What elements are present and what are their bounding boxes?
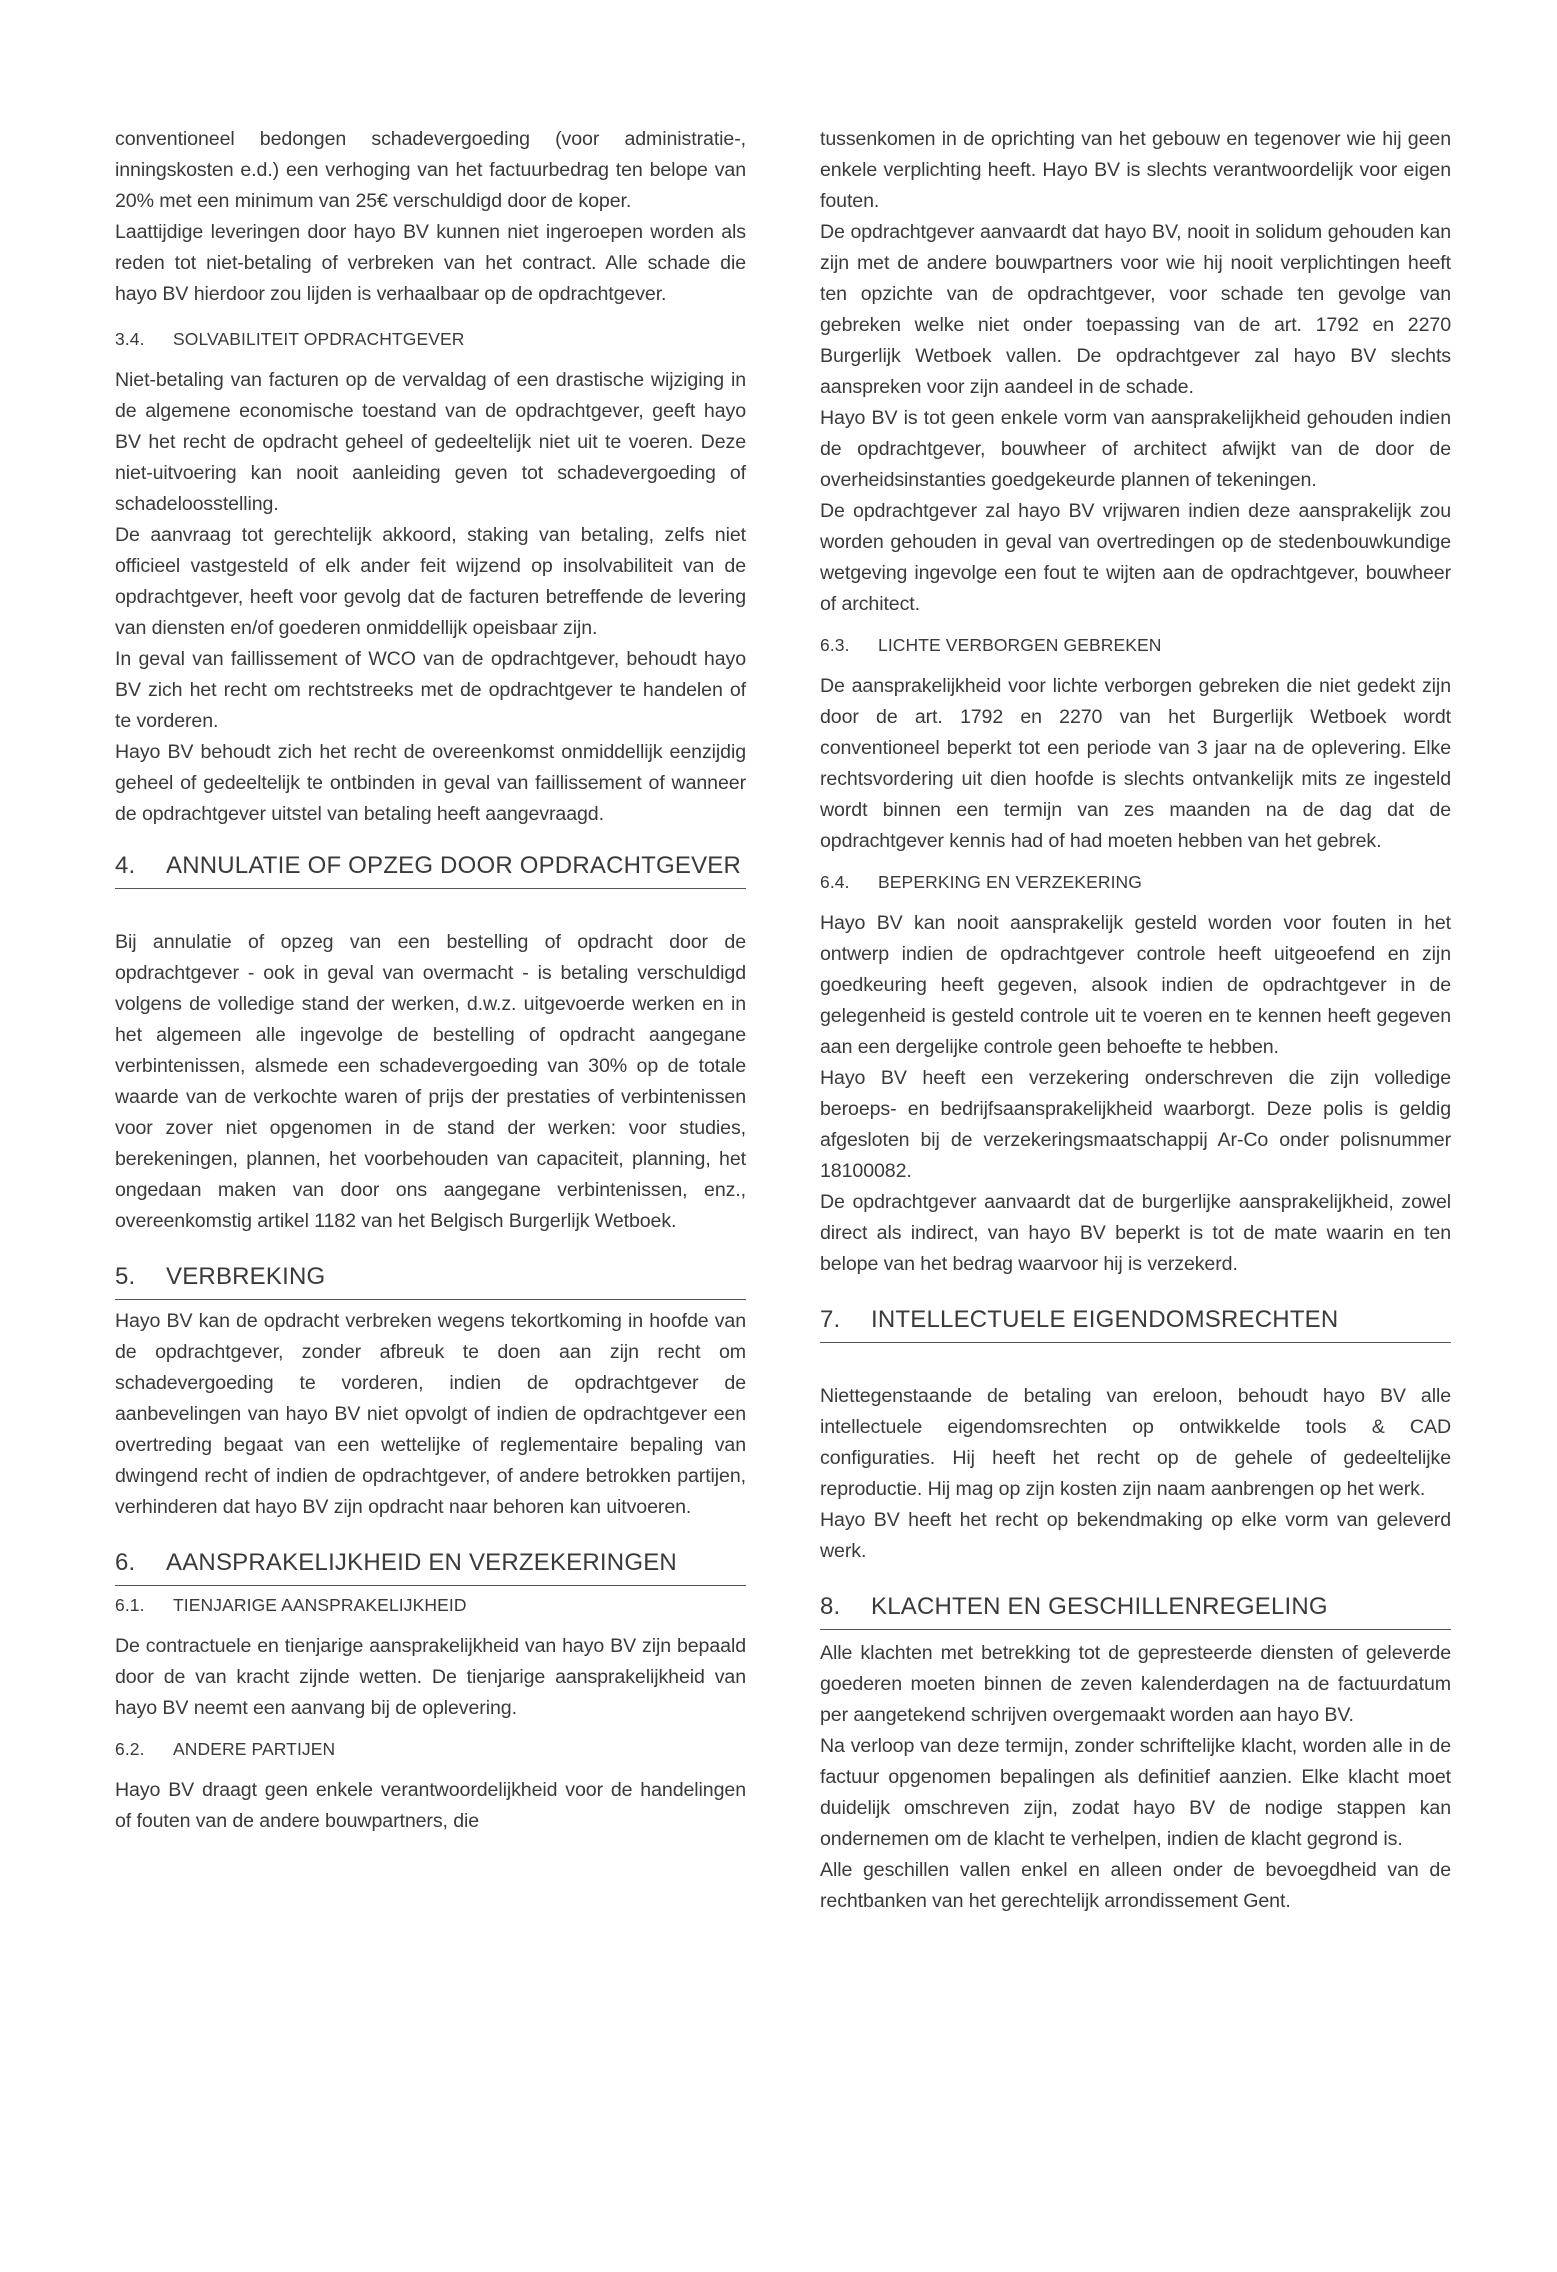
subsection-heading-6-1 [115,1590,746,1621]
subsection-number: 6.1. [115,1595,145,1615]
section-number: 8. [820,1593,841,1620]
paragraph: De aanvraag tot gerechtelijk akkoord, staking van betaling, zelfs niet officieel vastgesteld of elk ander feit wijzend op insolvabiliteit van de opdrachtgever, heeft voor gevolg dat de facturen betreffende de levering van diensten en/of goederen onmiddellijk opeisbaar zijn. [115,524,746,639]
section-title: INTELLECTUELE EIGENDOMSRECHTEN [871,1306,1339,1333]
section-title: AANSPRAKELIJKHEID EN VERZEKERINGEN [166,1549,677,1576]
paragraph: De opdrachtgever aanvaardt dat de burgerlijke aansprakelijkheid, zowel direct als indirect, van hayo BV beperkt is tot de mate waarin en ten belope van het bedrag waarvoor hij is verzekerd. [820,1191,1451,1275]
paragraph: Hayo BV is tot geen enkele vorm van aansprakelijkheid gehouden indien de opdrachtgever, bouwheer of architect afwijkt van de door de overheidsinstanties goedgekeurde plannen of tekeningen. [820,407,1451,491]
paragraph: De aansprakelijkheid voor lichte verborgen gebreken die niet gedekt zijn door de art. 1792 en 2270 van het Burgerlijk Wetboek wordt conventioneel beperkt tot een periode van 3 jaar na de oplevering. Elke rechtsvordering uit dien hoofde is slechts ontvankelijk mits ze ingesteld wordt binnen een termijn van zes maanden na de dag dat de opdrachtgever kennis had of had moeten hebben van het gebrek. [820,675,1451,852]
paragraph: Hayo BV kan de opdracht verbreken wegens tekortkoming in hoofde van de opdrachtgever, zonder afbreuk te doen aan zijn recht om schadevergoeding te vorderen, indien de opdrachtgever de aanbevelingen van hayo BV niet opvolgt of indien de opdrachtgever een overtreding begaat van een wettelijke of reglementaire bepaling van dwingend recht of indien de opdrachtgever, of andere betrokken partijen, verhinderen dat hayo BV zijn opdracht naar behoren kan uitvoeren. [115,1310,746,1518]
section-title: ANNULATIE OF OPZEG DOOR OPDRACHTGEVER [166,852,742,879]
paragraph: De opdrachtgever zal hayo BV vrijwaren indien deze aansprakelijk zou worden gehouden in geval van overtredingen op de stedenbouwkundige wetgeving ingevolge een fout te wijten aan de opdrachtgever, bouwheer of architect. [820,500,1451,615]
subsection-title: BEPERKING EN VERZEKERING [878,872,1142,892]
subsection-heading-6-2 [115,1734,746,1765]
left-column [115,124,746,1837]
paragraph: Alle klachten met betrekking tot de gepresteerde diensten of geleverde goederen moeten binnen de zeven kalenderdagen na de factuurdatum per aangetekend schrijven overgemaakt worden aan hayo BV. [820,1642,1451,1726]
subsection-title: SOLVABILITEIT OPDRACHTGEVER [173,329,465,349]
subsection-heading-6-3 [820,630,1451,661]
section-heading-5 [115,1261,746,1300]
paragraph: tussenkomen in de oprichting van het gebouw en tegenover wie hij geen enkele verplichting heeft. Hayo BV is slechts verantwoordelijk voor eigen fouten. [820,128,1451,212]
section-heading-7 [820,1304,1451,1343]
section-title: KLACHTEN EN GESCHILLENREGELING [871,1593,1328,1620]
paragraph: Hayo BV draagt geen enkele verantwoordelijkheid voor de handelingen of fouten van de andere bouwpartners, die [115,1779,746,1832]
paragraph: Na verloop van deze termijn, zonder schriftelijke klacht, worden alle in de factuur opgenomen bepalingen als definitief aanzien. Elke klacht moet duidelijk omschreven zijn, zodat hayo BV de nodige stappen kan ondernemen om de klacht te verhelpen, indien de klacht gegrond is. [820,1735,1451,1850]
subsection-title: LICHTE VERBORGEN GEBREKEN [878,635,1162,655]
paragraph: Hayo BV kan nooit aansprakelijk gesteld worden voor fouten in het ontwerp indien de opdrachtgever controle heeft uitgeoefend en zijn goedkeuring heeft gegeven, alsook indien de opdrachtgever in de gelegenheid is gesteld controle uit te voeren en te kennen heeft gegeven aan een dergelijke controle geen behoefte te hebben. [820,912,1451,1058]
paragraph: De opdrachtgever aanvaardt dat hayo BV, nooit in solidum gehouden kan zijn met de andere bouwpartners voor wie hij nooit verplichtingen heeft ten opzichte van de opdrachtgever, voor schade ten gevolge van gebreken welke niet onder toepassing van de art. 1792 en 2270 Burgerlijk Wetboek vallen. De opdrachtgever zal hayo BV slechts aanspreken voor zijn aandeel in de schade. [820,221,1451,398]
paragraph: In geval van faillissement of WCO van de opdrachtgever, behoudt hayo BV zich het recht om rechtstreeks met de opdrachtgever te handelen of te vorderen. [115,648,746,732]
subsection-title: TIENJARIGE AANSPRAKELIJKHEID [173,1595,467,1615]
section-number: 5. [115,1263,136,1290]
paragraph: Niet-betaling van facturen op de vervaldag of een drastische wijziging in de algemene economische toestand van de opdrachtgever, geeft hayo BV het recht de opdracht geheel of gedeeltelijk niet uit te voeren. Deze niet-uitvoering kan nooit aanleiding geven tot schadevergoeding of schadeloosstelling. [115,369,746,515]
paragraph: De contractuele en tienjarige aansprakelijkheid van hayo BV zijn bepaald door de van kracht zijnde wetten. De tienjarige aansprakelijkheid van hayo BV neemt een aanvang bij de oplevering. [115,1635,746,1719]
section-title: VERBREKING [166,1263,326,1290]
paragraph: Hayo BV heeft een verzekering onderschreven die zijn volledige beroeps- en bedrijfsaansprakelijkheid waarborgt. Deze polis is geldig afgesloten bij de verzekeringsmaatschappij Ar-Co onder polisnummer 18100082. [820,1067,1451,1182]
paragraph: conventioneel bedongen schadevergoeding (voor administratie-, inningskosten e.d.) een verhoging van het factuurbedrag ten belope van 20% met een minimum van 25€ verschuldigd door de koper. [115,128,746,212]
subsection-number: 6.3. [820,635,850,655]
paragraph: Alle geschillen vallen enkel en alleen onder de bevoegdheid van de rechtbanken van het gerechtelijk arrondissement Gent. [820,1859,1451,1912]
section-heading-8 [820,1591,1451,1630]
subsection-title: ANDERE PARTIJEN [173,1739,336,1759]
section-heading-6 [115,1547,746,1586]
paragraph: Laattijdige leveringen door hayo BV kunnen niet ingeroepen worden als reden tot niet-betaling of verbreken van het contract. Alle schade die hayo BV hierdoor zou lijden is verhaalbaar op de opdrachtgever. [115,221,746,305]
section-heading-4 [115,850,746,889]
paragraph: Niettegenstaande de betaling van ereloon, behoudt hayo BV alle intellectuele eigendomsrechten op ontwikkelde tools & CAD configuraties. Hij heeft het recht op de gehele of gedeeltelijke reproductie. Hij mag op zijn kosten zijn naam aanbrengen op het werk. [820,1385,1451,1500]
subsection-number: 3.4. [115,329,145,349]
section-number: 4. [115,852,136,879]
subsection-number: 6.2. [115,1739,145,1759]
section-number: 7. [820,1306,841,1333]
subsection-heading-3-4 [115,324,746,355]
paragraph: Hayo BV behoudt zich het recht de overeenkomst onmiddellijk eenzijdig geheel of gedeeltelijk te ontbinden in geval van faillissement of wanneer de opdrachtgever uitstel van betaling heeft aangevraagd. [115,741,746,825]
subsection-heading-6-4 [820,867,1451,898]
paragraph: Bij annulatie of opzeg van een bestelling of opdracht door de opdrachtgever - ook in geval van overmacht - is betaling verschuldigd volgens de volledige stand der werken, d.w.z. uitgevoerde werken en in het algemeen alle ingevolge de bestelling of opdracht aangegane verbintenissen, alsmede een schadevergoeding van 30% op de totale waarde van de verkochte waren of prijs der prestaties of verbintenissen voor zover niet opgenomen in de stand der werken: voor studies, berekeningen, plannen, het voorbehouden van capaciteit, planning, het ongedaan maken van door ons aangegane verbintenissen, enz., overeenkomstig artikel 1182 van het Belgisch Burgerlijk Wetboek. [115,931,746,1232]
paragraph: Hayo BV heeft het recht op bekendmaking op elke vorm van geleverd werk. [820,1509,1451,1562]
subsection-number: 6.4. [820,872,850,892]
section-number: 6. [115,1549,136,1576]
right-column [820,124,1451,1917]
